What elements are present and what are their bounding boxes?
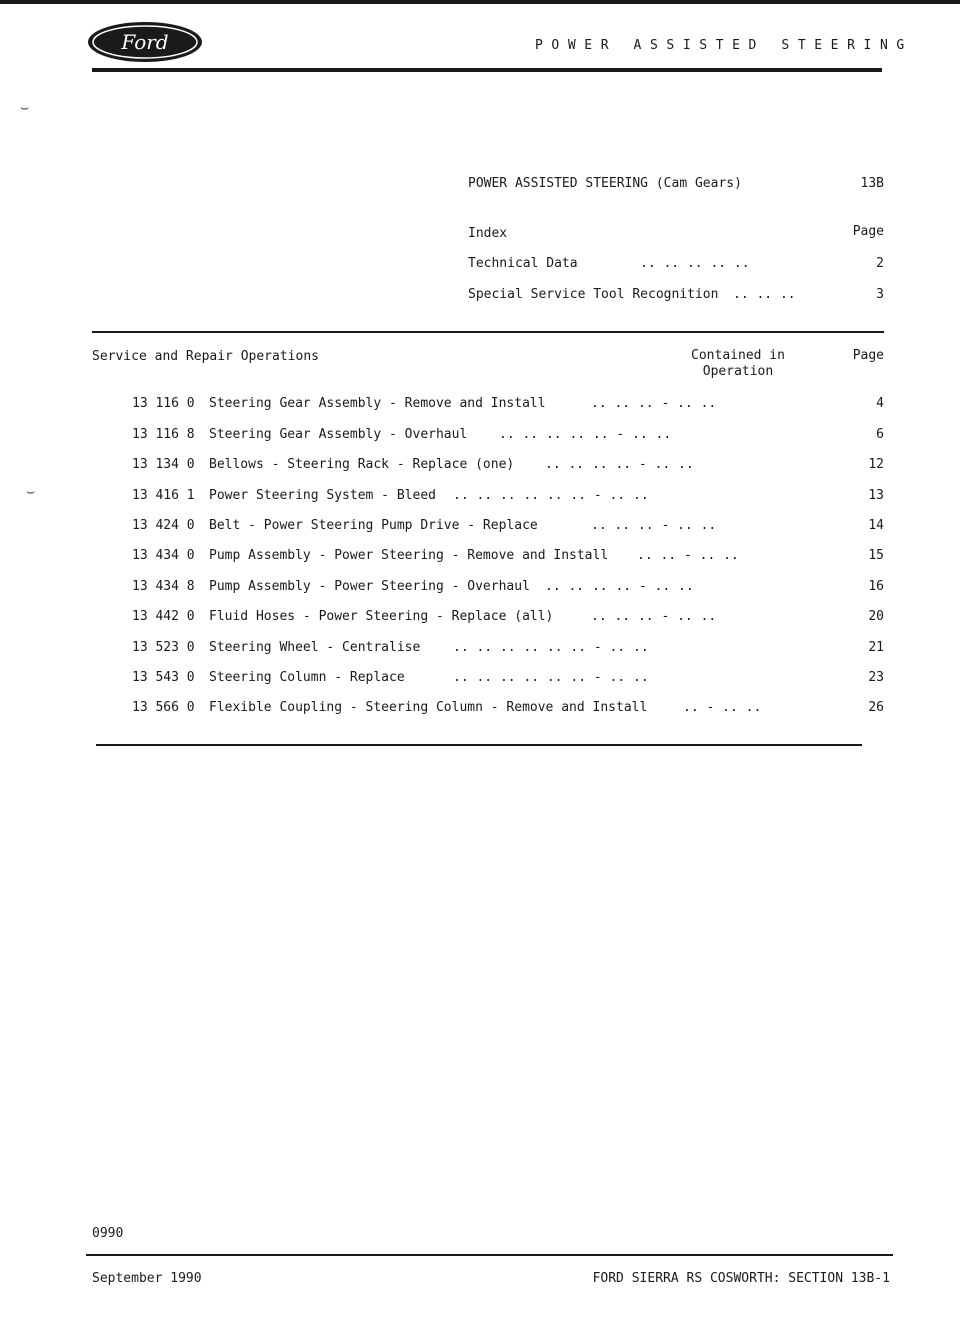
operation-code: 13 116 0 xyxy=(132,396,195,411)
operation-title: Steering Gear Assembly - Overhaul xyxy=(209,427,468,442)
index-entry-title: Technical Data xyxy=(468,256,578,271)
operation-page: 15 xyxy=(868,548,884,563)
operation-page: 20 xyxy=(868,609,884,624)
footer-date: September 1990 xyxy=(92,1271,202,1286)
footer-section: FORD SIERRA RS COSWORTH: SECTION 13B-1 xyxy=(592,1271,890,1286)
operation-title: Fluid Hoses - Power Steering - Replace (all) xyxy=(209,609,554,624)
footer-rule xyxy=(86,1254,893,1256)
operation-leader: .. .. .. - .. .. xyxy=(591,609,717,624)
index-page-label: Page xyxy=(852,224,884,239)
index-entry-page: 2 xyxy=(876,256,884,271)
operation-leader: .. .. .. .. - .. .. xyxy=(545,579,694,594)
operation-code: 13 434 8 xyxy=(132,579,195,594)
operation-leader: .. .. .. - .. .. xyxy=(591,518,717,533)
operation-code: 13 566 0 xyxy=(132,700,195,715)
operation-title: Bellows - Steering Rack - Replace (one) xyxy=(209,457,515,472)
ford-logo-text: Ford xyxy=(121,30,169,54)
operation-title: Flexible Coupling - Steering Column - Remove and Install xyxy=(209,700,648,715)
operation-title: Belt - Power Steering Pump Drive - Replace xyxy=(209,518,538,533)
operation-title: Steering Wheel - Centralise xyxy=(209,640,421,655)
scan-mark: ⌣ xyxy=(20,100,30,116)
operation-title: Power Steering System - Bleed xyxy=(209,488,436,503)
operation-code: 13 416 1 xyxy=(132,488,195,503)
operation-code: 13 116 8 xyxy=(132,427,195,442)
operation-code: 13 442 0 xyxy=(132,609,195,624)
contained-header-line2: Operation xyxy=(702,364,774,379)
operation-page: 21 xyxy=(868,640,884,655)
operation-leader: .. .. .. .. .. .. - .. .. xyxy=(453,670,649,685)
operation-page: 14 xyxy=(868,518,884,533)
footer-code: 0990 xyxy=(92,1226,124,1241)
operation-code: 13 543 0 xyxy=(132,670,195,685)
operation-leader: .. .. .. .. .. .. - .. .. xyxy=(453,488,649,503)
operation-code: 13 434 0 xyxy=(132,548,195,563)
contained-header-line1: Contained in xyxy=(691,348,785,363)
operation-title: Pump Assembly - Power Steering - Overhaul xyxy=(209,579,530,594)
top-edge-rule xyxy=(0,0,960,4)
operation-leader: .. .. .. .. .. .. - .. .. xyxy=(453,640,649,655)
scan-mark: ⌣ xyxy=(26,484,36,500)
operation-leader: .. .. .. .. - .. .. xyxy=(545,457,694,472)
operation-leader: .. .. .. - .. .. xyxy=(591,396,717,411)
operations-heading: Service and Repair Operations xyxy=(92,349,319,364)
index-entry-title: Special Service Tool Recognition xyxy=(468,287,719,302)
operation-leader: .. .. .. .. .. - .. .. xyxy=(499,427,672,442)
section-code: 13B xyxy=(860,176,884,191)
operation-page: 23 xyxy=(868,670,884,685)
operation-page: 4 xyxy=(876,396,884,411)
header-rule xyxy=(92,68,882,72)
index-entry-leader: .. .. .. xyxy=(733,287,796,302)
section-title: POWER ASSISTED STEERING (Cam Gears) xyxy=(468,176,742,191)
index-entry-leader: .. .. .. .. .. xyxy=(640,256,750,271)
ford-logo xyxy=(86,20,204,64)
operation-title: Steering Gear Assembly - Remove and Install xyxy=(209,396,546,411)
operation-page: 6 xyxy=(876,427,884,442)
operation-leader: .. .. - .. .. xyxy=(637,548,739,563)
operation-code: 13 523 0 xyxy=(132,640,195,655)
operation-title: Steering Column - Replace xyxy=(209,670,405,685)
index-label: Index xyxy=(468,226,508,241)
operation-title: Pump Assembly - Power Steering - Remove and Install xyxy=(209,548,609,563)
operations-end-rule xyxy=(96,744,862,746)
index-entry-page: 3 xyxy=(876,287,884,302)
operation-leader: .. - .. .. xyxy=(683,700,762,715)
operation-page: 26 xyxy=(868,700,884,715)
operation-page: 16 xyxy=(868,579,884,594)
section-divider xyxy=(92,331,884,333)
operation-code: 13 134 0 xyxy=(132,457,195,472)
operation-page: 13 xyxy=(868,488,884,503)
operation-page: 12 xyxy=(868,457,884,472)
header-title: POWER ASSISTED STEERING xyxy=(535,38,913,53)
operation-code: 13 424 0 xyxy=(132,518,195,533)
operations-page-header: Page xyxy=(852,348,884,363)
